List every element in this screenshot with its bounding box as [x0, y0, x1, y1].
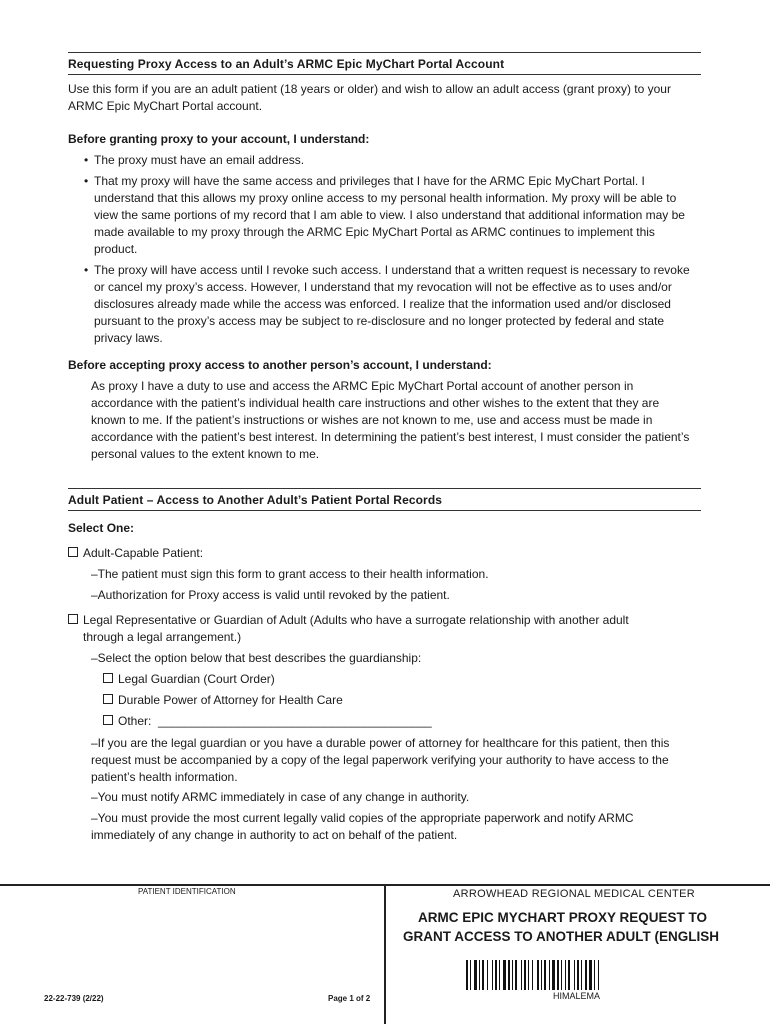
option-label-continued: through a legal arrangement.) [83, 630, 242, 644]
select-one-label: Select One: [68, 521, 135, 535]
accepting-text: As proxy I have a duty to use and access the ARMC Epic MyChart Portal account of another person in accordance with the patient’s individual health care instructions and other wishes to the extent that they are known to me. If the patient’s instructions or wishes are not known to me, use and access must be made in accordance with the patient’s best interest. In determining the patient’s best interest, I must consider the patient’s personal values to the extent known to me. [91, 379, 690, 461]
form-title-line2: GRANT ACCESS TO ANOTHER ADULT (ENGLISH [403, 929, 719, 944]
form-title-line1: ARMC EPIC MYCHART PROXY REQUEST TO [418, 910, 708, 925]
option-label: Legal Representative or Guardian of Adult (Adults who have a surrogate relationship with another adult [83, 613, 629, 627]
capable-note: –The patient must sign this form to grant access to their health information. [91, 567, 489, 581]
copies-note: –You must provide the most current legally valid copies of the appropriate paperwork and notify ARMC immediately of any change in authority to act on behalf of the patient. [91, 811, 634, 842]
notify-note: –You must notify ARMC immediately in case of any change in authority. [91, 790, 470, 804]
bullet-item: • The proxy must have an email address. [84, 152, 700, 169]
checkbox[interactable] [68, 547, 78, 557]
checkbox[interactable] [103, 673, 113, 683]
option-label: Adult-Capable Patient: [83, 546, 204, 560]
option-adult-capable[interactable] [68, 545, 203, 562]
section2-title: Adult Patient – Access to Another Adult’s Patient Portal Records [68, 493, 443, 507]
option-legal-representative[interactable] [68, 612, 629, 629]
intro-text: Use this form if you are an adult patient (18 years or older) and wish to allow an adult access (grant proxy) to your ARMC Epic MyChart Portal account. [68, 82, 671, 113]
granting-heading: Before granting proxy to your account, I understand: [68, 132, 370, 146]
option-legal-guardian[interactable] [103, 671, 275, 688]
footer-column-divider [384, 884, 386, 1024]
option-other[interactable] [103, 713, 432, 730]
form-number: 22-22-739 (2/22) [44, 994, 104, 1003]
option-durable-poa[interactable] [103, 692, 343, 709]
option-label: Durable Power of Attorney for Health Care [118, 693, 343, 707]
checkbox[interactable] [103, 715, 113, 725]
other-input-line[interactable]: _________________________________________ [158, 714, 432, 728]
section-divider [68, 510, 701, 511]
capable-note: –Authorization for Proxy access is valid until revoked by the patient. [91, 588, 450, 602]
granting-bullets [84, 152, 700, 351]
barcode-label: HIMALEMA [553, 991, 601, 1001]
guardianship-instruction: –Select the option below that best describes the guardianship: [91, 651, 422, 665]
paperwork-note [91, 735, 693, 786]
patient-id-label: PATIENT IDENTIFICATION [138, 887, 236, 896]
option-label: Legal Guardian (Court Order) [118, 672, 275, 686]
section-divider [68, 52, 701, 53]
bullet-item: • That my proxy will have the same access and privileges that I have for the ARMC Epic MyChart Portal. I understand that this allows my proxy online access to my personal health information. My proxy will be able to view the same portions of my record that I am able to view. I also understand that additional information may be made available to my proxy through the ARMC Epic MyChart Portal as ARMC continues to implement this product. [84, 173, 700, 258]
page-number: Page 1 of 2 [328, 994, 371, 1003]
section-divider [68, 488, 701, 489]
barcode-bar [599, 960, 602, 990]
checkbox[interactable] [103, 694, 113, 704]
option-label: Other: [118, 714, 152, 728]
org-name: ARROWHEAD REGIONAL MEDICAL CENTER [453, 888, 695, 900]
checkbox[interactable] [68, 614, 78, 624]
note-text: –If you are the legal guardian or you have a durable power of attorney for healthcare for this patient, then this request must be accompanied by a copy of the legal paperwork verifying your authority to have access to the patient’s health information. [91, 736, 670, 784]
accepting-heading: Before accepting proxy access to another person’s account, I understand: [68, 358, 492, 372]
section1-title: Requesting Proxy Access to an Adult’s ARMC Epic MyChart Portal Account [68, 57, 505, 71]
barcode-image [466, 960, 602, 990]
section-divider [68, 74, 701, 75]
bullet-item: • The proxy will have access until I revoke such access. I understand that a written request is necessary to revoke or cancel my proxy’s access. However, I understand that my revocation will not be effective as to uses and/or disclosures already made while the access was enforced. I realize that the information used and/or disclosed pursuant to the proxy’s access may be subject to re-disclosure and no longer protected by federal and state privacy laws. [84, 262, 700, 347]
